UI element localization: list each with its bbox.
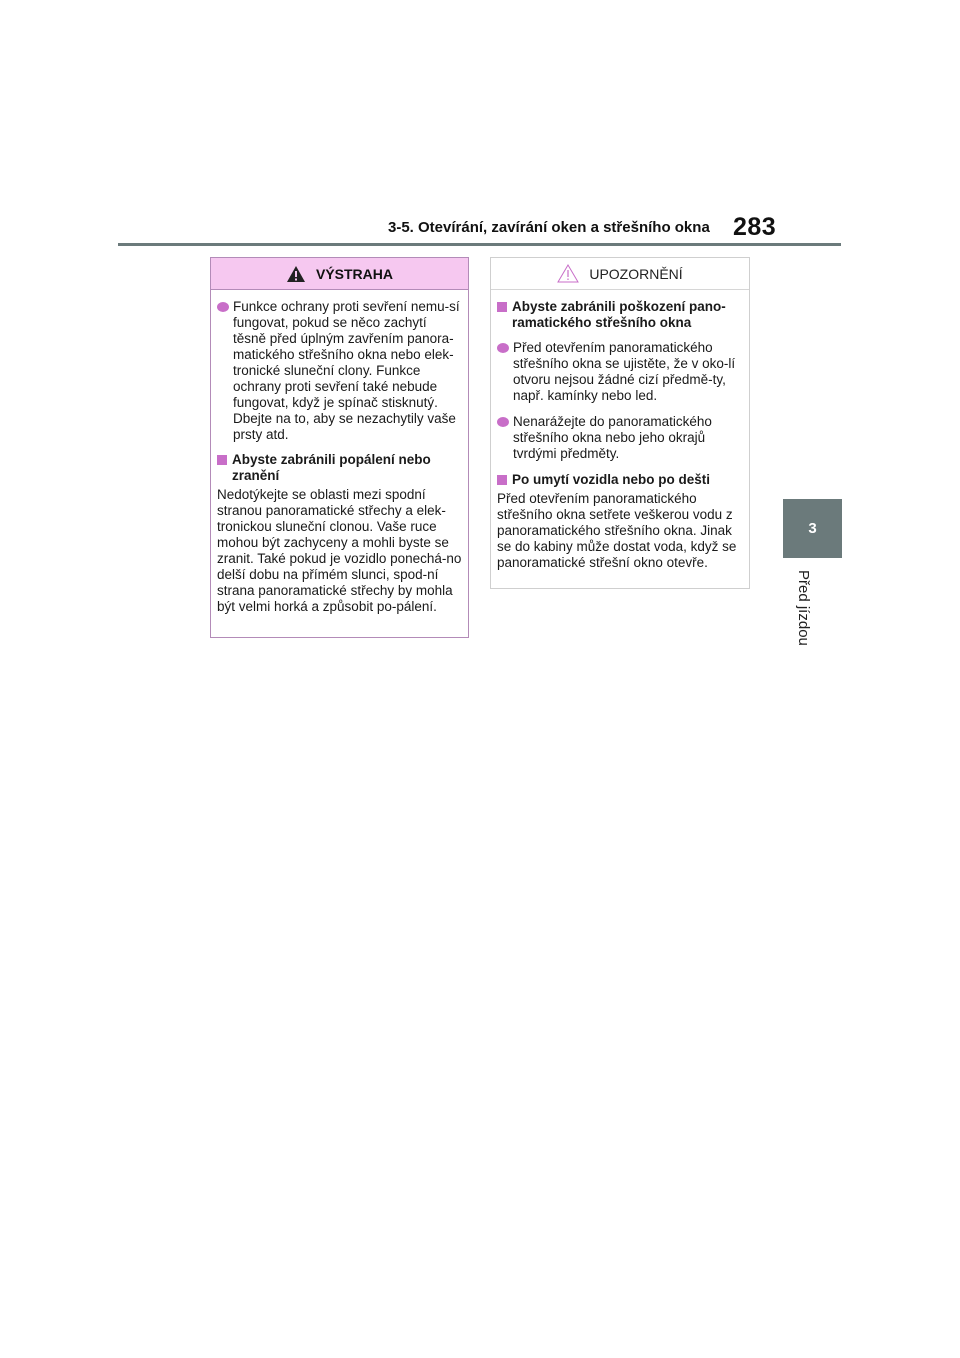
section-title: 3-5. Otevírání, zavírání oken a střešního okna	[388, 219, 710, 236]
warning-header	[211, 258, 468, 290]
subsection-title: Abyste zabránili popálení nebo zranění	[232, 452, 431, 483]
subsection-text: Před otevřením panoramatického střešního okna setřete veškerou vodu z panoramatického střešního okna. Jinak se do kabiny může dostat voda, když se panoramatické střešní okno otevře.	[497, 491, 737, 570]
notice-body	[491, 290, 749, 571]
list-item	[497, 340, 743, 404]
bullet-text: Funkce ochrany proti sevření nemu-sí fungovat, pokud se něco zachytí těsně před úplným zavřením panora-matického střešního okna nebo elek-tronické sluneční clony. Funkce ochrany proti sevření také nebude fungovat, když je spínač stisknutý. Dbejte na to, aby se nezachytily vaše prsty atd.	[233, 299, 460, 442]
list-item	[217, 299, 462, 443]
warning-body	[211, 290, 468, 615]
bullet-text: Nenarážejte do panoramatického střešního okna nebo jeho okrajů tvrdými předměty.	[513, 414, 712, 461]
notice-title: UPOZORNĚNÍ	[589, 265, 683, 282]
page-number: 283	[733, 213, 777, 241]
bullet-dot-icon	[497, 343, 509, 353]
warning-box	[210, 257, 469, 638]
header-divider	[118, 243, 841, 246]
chapter-label: Před jízdou	[795, 570, 812, 646]
subsection-heading	[217, 452, 462, 484]
square-bullet-icon	[497, 302, 507, 312]
subsection-heading	[497, 472, 743, 488]
notice-box	[490, 257, 750, 589]
bullet-dot-icon	[217, 302, 229, 312]
square-bullet-icon	[217, 455, 227, 465]
list-item	[497, 414, 743, 462]
square-bullet-icon	[497, 475, 507, 485]
bullet-dot-icon	[497, 417, 509, 427]
bullet-text: Před otevřením panoramatického střešního okna se ujistěte, že v oko-lí otvoru nejsou žádné cizí předmě-ty, např. kamínky nebo led.	[513, 340, 736, 403]
subsection-title: Po umytí vozidla nebo po dešti	[512, 472, 711, 487]
subsection-heading	[497, 299, 743, 331]
warning-title: VÝSTRAHA	[315, 265, 393, 282]
caution-triangle-icon	[557, 264, 579, 283]
subsection-text: Nedotýkejte se oblasti mezi spodní stranou panoramatické střechy a elek-tronickou sluneční clonou. Vaše ruce mohou být zachyceny a mohli byste se zranit. Také pokud je vozidlo ponechá-no delší dobu na přímém slunci, spod-ní strana panoramatické střechy by mohla být velmi horká a způsobit po-pálení.	[217, 487, 462, 614]
warning-triangle-icon	[286, 265, 306, 283]
subsection-title: Abyste zabránili poškození pano-ramatického střešního okna	[512, 299, 726, 330]
chapter-tab: 3	[783, 499, 842, 558]
notice-header	[491, 258, 749, 290]
